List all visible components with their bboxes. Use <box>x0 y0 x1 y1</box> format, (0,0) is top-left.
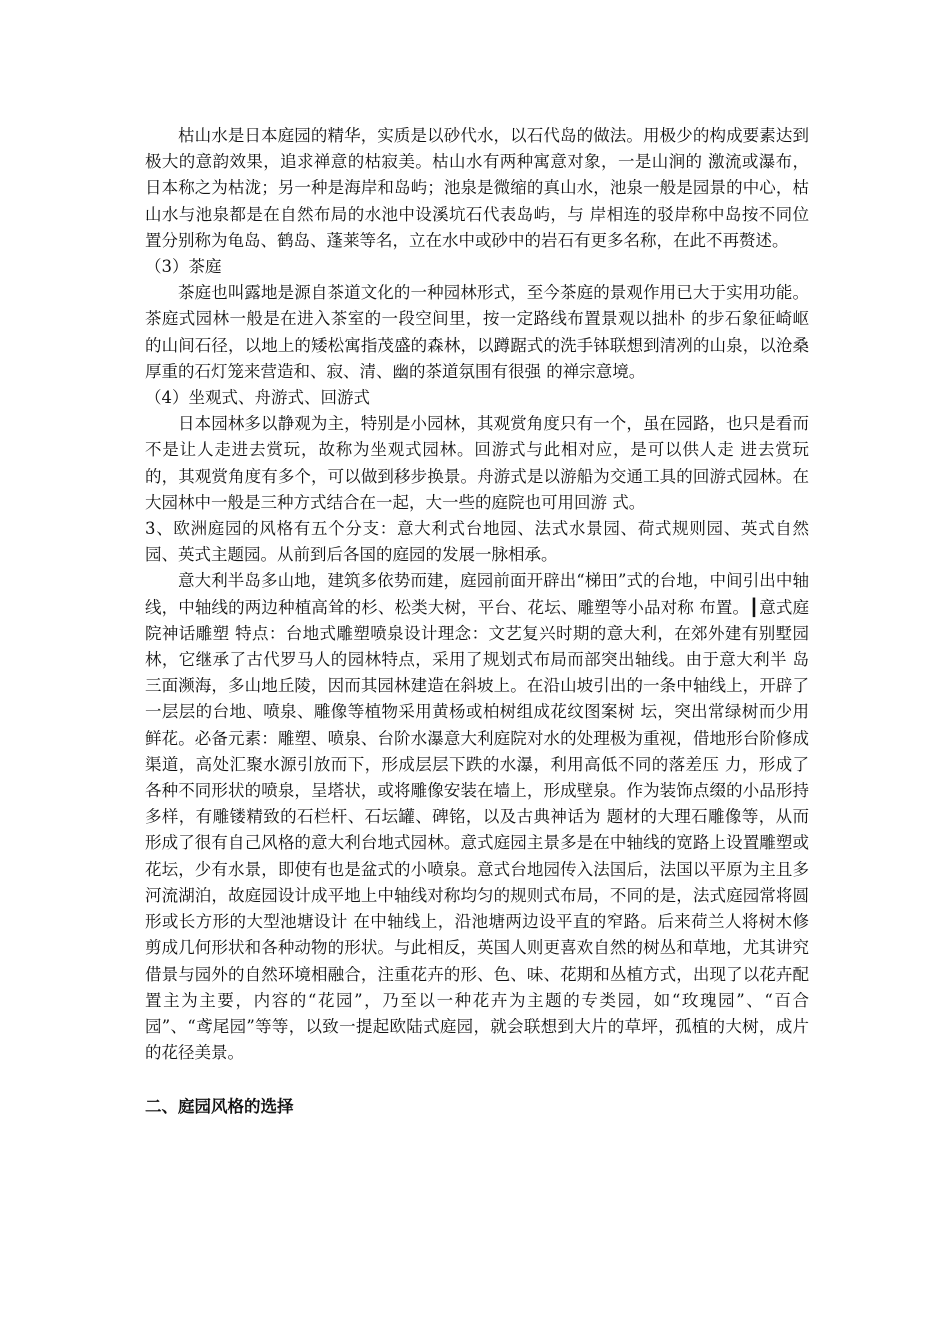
paragraph-tea-garden: 茶庭也叫露地是源自茶道文化的一种园林形式，至今茶庭的景观作用已大于实用功能。茶庭式园林一般是在进入茶室的一段空间里，按一定路线布置景观以拙朴 的步石象征崎岖的山间石径，以地上的矮松寓指茂盛的森林，以蹲踞式的洗手钵联想到清冽的山泉，以沧桑厚重的石灯笼来营造和、寂、清、幽的茶道氛围有很强 的禅宗意境。 <box>145 283 809 381</box>
paragraph-karesansui: 枯山水是日本庭园的精华，实质是以砂代水，以石代岛的做法。用极少的构成要素达到极大的意韵效果，追求禅意的枯寂美。枯山水有两种寓意对象，一是山涧的 激流或瀑布，日本称之为枯泷；另一种是海岸和岛屿；池泉是微缩的真山水，池泉一般是园景的中心，枯山水与池泉都是在自然布局的水池中设溪坑石代表岛屿，与 岸相连的驳岸称中岛按不同位置分别称为龟岛、鹤岛、蓬莱等名，立在水中或砂中的岩石有更多名称，在此不再赘述。 <box>145 126 809 250</box>
heading-viewing-styles: （4）坐观式、舟游式、回游式 <box>145 388 370 408</box>
spacer <box>145 1066 809 1094</box>
document-body <box>145 123 809 1121</box>
paragraph-italian-gardens: 意大利半岛多山地，建筑多依势而建，庭园前面开辟出“梯田”式的台地，中间引出中轴线，中轴线的两边种植高耸的杉、松类大树，平台、花坛、雕塑等小品对称 布置。┃意式庭院神话雕塑 特点：台地式雕塑喷泉设计理念：文艺复兴时期的意大利，在郊外建有别墅园林，它继承了古代罗马人的园林特点，采用了规划式布局而部突出轴线。由于意大利半 岛三面濒海，多山地丘陵，因而其园林建造在斜坡上。在沿山坡引出的一条中轴线上，开辟了一层层的台地、喷泉、雕像等植物采用黄杨或柏树组成花纹图案树 坛，突出常绿树而少用鲜花。必备元素：雕塑、喷泉、台阶水瀑意大利庭院对水的处理极为重视，借地形台阶修成渠道，高处汇聚水源引放而下，形成层层下跌的水瀑，利用高低不同的落差压 力，形成了各种不同形状的喷泉，呈塔状，或将雕像安装在墙上，形成壁泉。作为装饰点缀的小品形持多样，有雕镂精致的石栏杆、石坛罐、碑铭，以及古典神话为 题材的大理石雕像等，从而形成了很有自己风格的意大利台地式园林。意式庭园主景多是在中轴线的宽路上设置雕塑或花坛，少有水景，即使有也是盆式的小喷泉。意式台地园传入法国后，法国以平原为主且多河流湖泊，故庭园设计成平地上中轴线对称均匀的规则式布局，不同的是，法式庭园常将圆形或长方形的大型池塘设计 在中轴线上，沿池塘两边设平直的窄路。后来荷兰人将树木修剪成几何形状和各种动物的形状。与此相反，英国人则更喜欢自然的树丛和草地，尤其讲究借景与园外的自然环境相融合，注重花卉的形、色、味、花期和丛植方式，出现了以花卉配置主为主要，内容的“花园”，乃至以一种花卉为主题的专类园，如“玫瑰园”、“百合园”、“鸢尾园”等等，以致一提起欧陆式庭园，就会联想到大片的草坪，孤植的大树，成片的花径美景。 <box>145 571 809 1063</box>
heading-tea-garden: （3）茶庭 <box>145 257 222 277</box>
paragraph-viewing-styles: 日本园林多以静观为主，特别是小园林，其观赏角度只有一个，虽在园路，也只是看而不是让人走进去赏玩，故称为坐观式园林。回游式与此相对应，是可以供人走 进去赏玩的，其观赏角度有多个，可以做到移步换景。舟游式是以游船为交通工具的回游式园林。在大园林中一般是三种方式结合在一起，大一些的庭院也可用回游 式。 <box>145 414 809 512</box>
paragraph-european-gardens: 3、欧洲庭园的风格有五个分支：意大利式台地园、法式水景园、荷式规则园、英式自然园、英式主题园。从前到后各国的庭园的发展一脉相承。 <box>145 519 809 565</box>
section-title: 二、庭园风格的选择 <box>145 1097 294 1117</box>
